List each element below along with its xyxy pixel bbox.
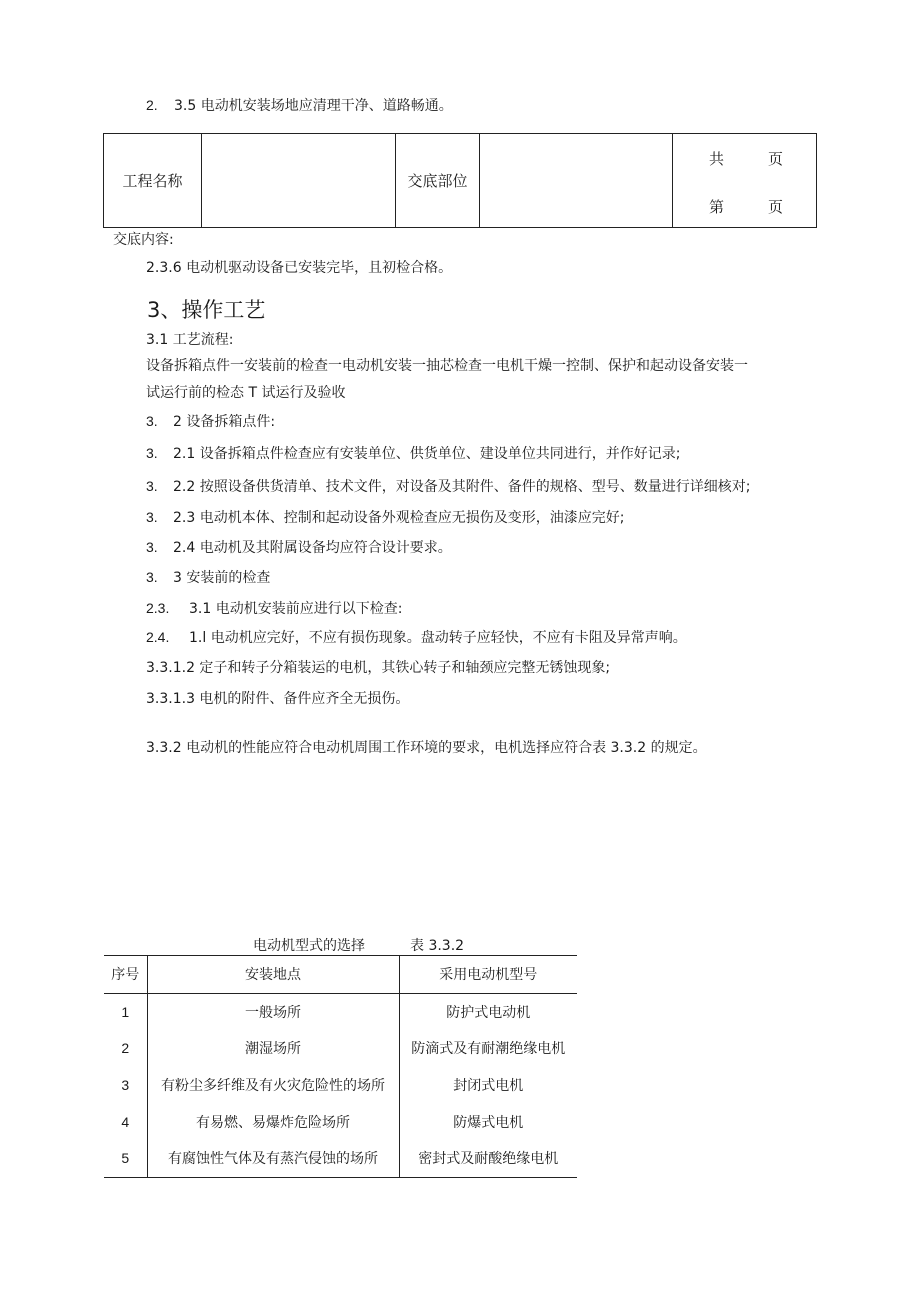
line-3312: 3.3.1.2 定子和转子分箱装运的电机，其铁心转子和轴颈应完整无锈蚀现象; [146, 660, 611, 676]
header-index: 序号 [111, 967, 140, 984]
item-text: 2 设备拆箱点件: [173, 414, 276, 430]
row-location: 有易燃、易爆炸危险场所 [147, 1103, 399, 1140]
page-label: 第 [709, 198, 725, 216]
table-caption: 电动机型式的选择 [253, 938, 365, 954]
line-3313: 3.3.1.3 电机的附件、备件应齐全无损伤。 [146, 691, 410, 707]
flow-line-2: 试运行前的检态 T 试运行及验收 [146, 385, 346, 401]
item-number: 3. [146, 509, 158, 525]
item-321 [146, 444, 680, 463]
item-number: 2. [146, 97, 158, 113]
row-index: 4 [121, 1113, 130, 1130]
item-number: 2.3. [146, 600, 170, 616]
item-324 [146, 538, 452, 557]
motor-selection-table [104, 955, 577, 1178]
table-row [104, 1103, 577, 1140]
item-text: 2.2 按照设备供货清单、技术文件，对设备及其附件、备件的规格、型号、数量进行详细核对; [173, 479, 751, 495]
row-motor-type: 防爆式电机 [453, 1114, 524, 1131]
page-count-cell [673, 134, 817, 228]
line-332: 3.3.2 电动机的性能应符合电动机周围工作环境的要求，电机选择应符合表 3.3.2 的规定。 [146, 740, 707, 756]
item-number: 3. [146, 539, 158, 555]
item-235 [146, 96, 453, 115]
header-motor-type: 采用电动机型号 [439, 967, 538, 984]
item-text: 2.1 设备拆箱点件检查应有安装单位、供货单位、建设单位共同进行，并作好记录; [173, 446, 681, 462]
line-236: 2.3.6 电动机驱动设备已安装完毕，且初检合格。 [146, 260, 453, 276]
page-unit: 页 [768, 198, 784, 216]
row-index: 2 [121, 1040, 130, 1057]
header-location: 安装地点 [147, 956, 399, 994]
total-label: 共 [709, 150, 725, 168]
table-number: 表 3.3.2 [410, 938, 465, 954]
item-text: 3.1 电动机安装前应进行以下检查: [189, 601, 403, 617]
row-motor-type: 防护式电动机 [446, 1004, 531, 1021]
item-number: 3. [146, 569, 158, 585]
item-322 [146, 477, 750, 496]
row-motor-type: 防滴式及有耐潮绝缘电机 [411, 1041, 566, 1058]
item-number: 3. [146, 445, 158, 461]
table-header-row [104, 956, 577, 994]
item-323 [146, 508, 624, 527]
row-motor-type: 密封式及耐酸绝缘电机 [399, 1140, 577, 1177]
table-row [104, 1140, 577, 1177]
item-3311 [146, 628, 687, 647]
item-331 [146, 599, 402, 618]
item-number: 2.4. [146, 629, 170, 645]
total-unit: 页 [768, 150, 784, 168]
flow-title: 3.1 工艺流程: [146, 332, 234, 348]
table-row [104, 993, 577, 1030]
item-33 [146, 568, 270, 587]
item-text: 2.3 电动机本体、控制和起动设备外观检查应无损伤及变形，油漆应完好; [173, 510, 625, 526]
item-32 [146, 412, 275, 431]
item-text: 3.5 电动机安装场地应清理干净、道路畅通。 [174, 98, 453, 114]
table-row [104, 1030, 577, 1067]
row-motor-type: 封闭式电机 [453, 1078, 524, 1095]
row-location: 有腐蚀性气体及有蒸汽侵蚀的场所 [147, 1140, 399, 1177]
item-text: 1.l 电动机应完好，不应有损伤现象。盘动转子应轻快，不应有卡阻及异常声响。 [189, 630, 687, 646]
item-text: 2.4 电动机及其附属设备均应符合设计要求。 [173, 540, 452, 556]
row-index: 5 [104, 1140, 147, 1177]
header-table [103, 133, 817, 228]
row-index: 1 [121, 1003, 130, 1020]
part-value [480, 134, 673, 228]
section-title: 3、操作工艺 [147, 298, 266, 322]
row-location: 潮湿场所 [147, 1030, 399, 1067]
item-number: 3. [146, 413, 158, 429]
project-name-value [202, 134, 396, 228]
row-location: 有粉尘多纤维及有火灾危险性的场所 [147, 1067, 399, 1104]
flow-line-1: 设备拆箱点件一安装前的检查一电动机安装一抽芯检查一电机干燥一控制、保护和起动设备安装一 [146, 358, 748, 374]
row-index: 3 [121, 1077, 130, 1094]
table-row [104, 1067, 577, 1104]
part-label: 交底部位 [396, 134, 480, 228]
project-name-label: 工程名称 [104, 134, 202, 228]
row-location: 一般场所 [147, 993, 399, 1030]
item-number: 3. [146, 478, 158, 494]
content-label: 交底内容: [113, 232, 174, 248]
item-text: 3 安装前的检查 [173, 570, 271, 586]
